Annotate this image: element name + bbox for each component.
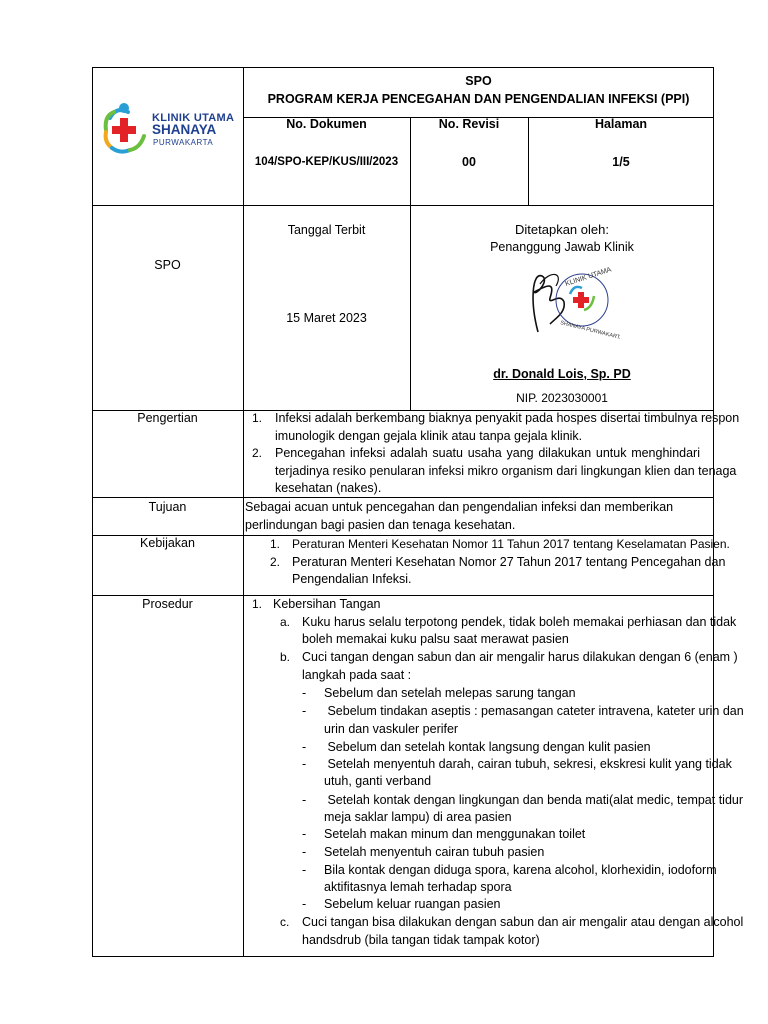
clinic-logo: [100, 100, 156, 158]
bullet-line: meja saklar lampu) di area pasien: [324, 810, 512, 824]
stamp-text-top: KLINIK UTAMA: [564, 266, 613, 288]
doc-no-label: No. Dokumen: [286, 117, 367, 131]
prosedur-step-letter: b.: [280, 650, 291, 664]
page-value: 1/5: [612, 155, 630, 169]
signature-stamp: [520, 262, 620, 342]
prosedur-step-line: Kuku harus selalu terpotong pendek, tidak boleh memakai perhiasan dan tidak: [302, 615, 737, 629]
prosedur-step-line: langkah pada saat :: [302, 668, 412, 682]
rule-pengertian-bottom: [92, 497, 714, 498]
signature-icon: [520, 262, 620, 342]
prosedur-step-letter: a.: [280, 615, 291, 629]
kebijakan-item-number: 2.: [270, 555, 281, 569]
tujuan-line: Sebagai acuan untuk pencegahan dan pengendalian infeksi dan memberikan: [245, 500, 674, 514]
clinic-name: SHANAYA: [152, 122, 217, 137]
doctor-nip: NIP. 2023030001: [516, 391, 608, 405]
prosedur-step-line: Cuci tangan dengan sabun dan air mengalir harus dilakukan dengan 6 (enam ): [302, 650, 738, 664]
spo-heading: SPO: [465, 74, 492, 88]
doctor-name: dr. Donald Lois, Sp. PD: [493, 367, 631, 381]
prosedur-section-number: 1.: [252, 597, 263, 611]
bullet-line: Sebelum keluar ruangan pasien: [324, 897, 501, 911]
bullet-line: Setelah makan minum dan menggunakan toilet: [324, 827, 586, 841]
clinic-name-line1: KLINIK UTAMA: [152, 112, 235, 124]
issue-date-label: Tanggal Terbit: [287, 223, 366, 237]
tujuan-line: perlindungan bagi pasien dan tenaga kesehatan.: [245, 518, 516, 532]
bullet-dash: -: [302, 740, 307, 754]
issue-row-label: SPO: [154, 258, 181, 272]
bullet-dash: -: [302, 704, 307, 718]
bullet-dash: -: [302, 863, 307, 877]
kebijakan-item-line: Pengendalian Infeksi.: [292, 572, 412, 586]
rule-label-column: [243, 67, 244, 957]
prosedur-step-line: handsdrub (bila tangan tidak tampak kotor): [302, 933, 540, 947]
pengertian-item-line: Infeksi adalah berkembang biaknya penyakit pada hospes disertai timbulnya respon: [275, 411, 740, 425]
approved-by-label: Ditetapkan oleh:: [515, 222, 609, 237]
stamp-text-bottom: SHANAYA PURWAKARTA: [559, 320, 620, 342]
prosedur-step-line: boleh memakai kuku palsu saat merawat pasien: [302, 632, 569, 646]
kebijakan-item-line: Peraturan Menteri Kesehatan Nomor 27 Tahun 2017 tentang Pencegahan dan: [292, 555, 726, 569]
bullet-line: urin dan vaskuler perifer: [324, 722, 459, 736]
pengertian-item-number: 2.: [252, 446, 263, 460]
prosedur-step-letter: c.: [280, 915, 290, 929]
bullet-line: Sebelum dan setelah melepas sarung tangan: [324, 686, 576, 700]
bullet-dash: -: [302, 757, 307, 771]
prosedur-step-line: Cuci tangan bisa dilakukan dengan sabun dan air mengalir atau dengan alcohol: [302, 915, 744, 929]
pengertian-item-line: terjadinya resiko penularan infeksi mikro organism dari lingkungan klien dan tenaga: [275, 464, 737, 478]
clinic-city: PURWAKARTA: [153, 138, 214, 147]
prosedur-section-title: Kebersihan Tangan: [273, 597, 381, 611]
bullet-dash: -: [302, 827, 307, 841]
bullet-line: Setelah menyentuh darah, cairan tubuh, sekresi, ekskresi kulit yang tidak: [324, 757, 732, 771]
bullet-line: aktifitasnya lemah terhadap spora: [324, 880, 512, 894]
kebijakan-item-number: 1.: [270, 537, 281, 551]
doc-no-value: 104/SPO-KEP/KUS/III/2023: [254, 156, 399, 168]
pengertian-item-line: imunologik dengan gejala klinik atau tanpa gejala klinik.: [275, 429, 583, 443]
bullet-line: Setelah menyentuh cairan tubuh pasien: [324, 845, 545, 859]
prosedur-label: Prosedur: [142, 597, 193, 611]
tujuan-label: Tujuan: [148, 500, 187, 514]
rule-header-bottom: [92, 205, 714, 206]
revision-value: 00: [462, 155, 476, 169]
clinic-logo-mark: [100, 100, 156, 158]
bullet-line: Sebelum dan setelah kontak langsung dengan kulit pasien: [324, 740, 651, 754]
kebijakan-item-line: Peraturan Menteri Kesehatan Nomor 11 Tahun 2017 tentang Keselamatan Pasien.: [292, 537, 730, 551]
pengertian-label: Pengertian: [137, 411, 198, 425]
approver-role: Penanggung Jawab Klinik: [490, 240, 634, 254]
pengertian-item-line: kesehatan (nakes).: [275, 481, 382, 495]
program-title: PROGRAM KERJA PENCEGAHAN DAN PENGENDALIAN INFEKSI (PPI): [267, 92, 690, 106]
issue-date-value: 15 Maret 2023: [286, 311, 367, 325]
bullet-line: utuh, ganti verband: [324, 774, 432, 788]
bullet-dash: -: [302, 686, 307, 700]
revision-label: No. Revisi: [438, 117, 500, 131]
bullet-dash: -: [302, 793, 307, 807]
bullet-line: Bila kontak dengan diduga spora, karena alcohol, klorhexidin, iodoform: [324, 863, 717, 877]
bullet-line: Sebelum tindakan aseptis : pemasangan cateter intravena, kateter urin dan: [324, 704, 744, 718]
pengertian-item-line: Pencegahan infeksi adalah suatu usaha yang dilakukan untuk menghindari: [275, 446, 700, 460]
kebijakan-label: Kebijakan: [140, 536, 195, 550]
bullet-dash: -: [302, 845, 307, 859]
bullet-dash: -: [302, 897, 307, 911]
bullet-line: Setelah kontak dengan lingkungan dan benda mati(alat medic, tempat tidur: [324, 793, 744, 807]
pengertian-item-number: 1.: [252, 411, 263, 425]
page-label: Halaman: [594, 117, 648, 131]
